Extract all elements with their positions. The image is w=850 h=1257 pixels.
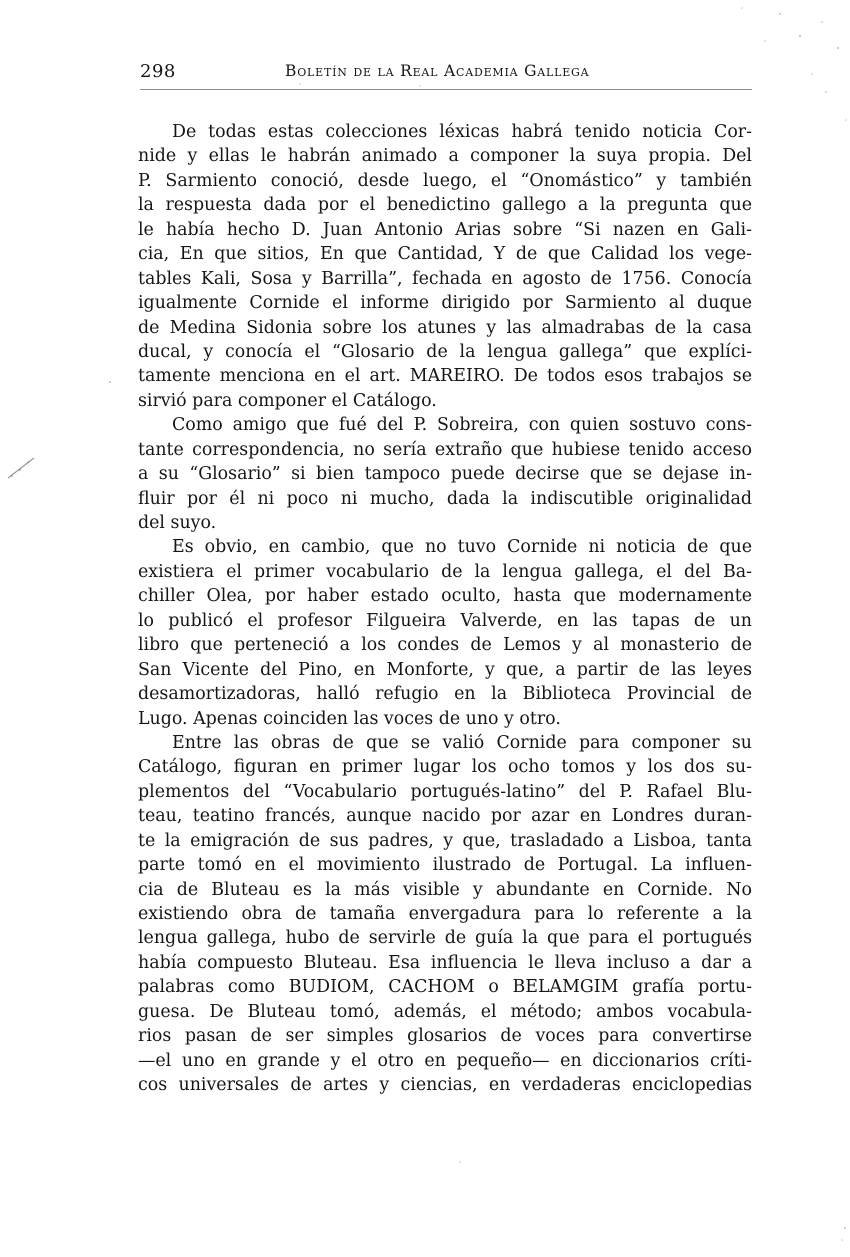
text-line: Como amigo que fué del P. Sobreira, con quien sostuvo cons- [172,415,752,436]
text-line: P. Sarmiento conoció, desde luego, el “Onomástico” y también [138,170,752,191]
text-line: Lugo. Apenas coinciden las voces de uno y otro. [138,708,561,729]
text-line: cia, En que sitios, En que Cantidad, Y de que Calidad los vege- [138,244,752,265]
text-line: De todas estas colecciones léxicas habrá tenido noticia Cor- [172,122,752,142]
text-line: de Medina Sidonia sobre los atunes y las almadrabas de la casa [138,317,752,338]
page-header [140,58,752,92]
header-rule [140,89,752,90]
text-line: palabras como BUDIOM, CACHOM o BELAMGIM grafía portu- [138,977,752,998]
text-line: Catálogo, figuran en primer lugar los ocho tomos y los dos su- [138,757,752,778]
running-title: Boletín de la Real Academia Gallega [285,62,590,80]
text-line: la respuesta dada por el benedictino gallego a la pregunta que [138,195,752,216]
text-line: del suyo. [138,513,217,533]
text-line: teau, teatino francés, aunque nacido por azar en Londres duran- [138,806,752,827]
text-line: ducal, y conocía el “Glosario de la lengua gallega” que explíci- [138,341,752,362]
text-line: lengua gallega, hubo de servirle de guía la que para el portugués [138,928,752,949]
text-line: cos universales de artes y ciencias, en verdaderas enciclopedias [138,1075,752,1096]
text-line: libro que perteneció a los condes de Lemos y al monasterio de [138,635,752,656]
text-line: existiendo obra de tamaña envergadura para lo referente a la [138,904,752,924]
text-line: San Vicente del Pino, en Monforte, y que, a partir de las leyes [138,659,752,680]
page-number: 298 [140,61,176,82]
text-line: nide y ellas le habrán animado a componer la suya propia. Del [138,146,752,167]
text-line: chiller Olea, por haber estado oculto, hasta que modernamente [138,586,752,607]
text-line: a su “Glosario” si bien tampoco puede decirse que se dejase in- [138,464,752,485]
text-line: tables Kali, Sosa y Barrilla”, fechada en agosto de 1756. Conocía [138,268,752,289]
text-line: le había hecho D. Juan Antonio Arias sobre “Si nazen en Gali- [138,219,752,240]
text-line: existiera el primer vocabulario de la lengua gallega, el del Ba- [138,561,752,582]
text-line: plementos del “Vocabulario portugués-latino” del P. Rafael Blu- [138,781,752,802]
text-line: —el uno en grande y el otro en pequeño— en diccionarios críti- [138,1050,752,1071]
text-line: sirvió para componer el Catálogo. [138,390,437,411]
text-line: Es obvio, en cambio, que no tuvo Cornide ni noticia de que [172,537,752,558]
text-line: te la emigración de sus padres, y que, trasladado a Lisboa, tanta [138,830,752,851]
text-line: lo publicó el profesor Filgueira Valverde, en las tapas de un [138,610,752,631]
body-text [138,120,752,1098]
text-line: desamortizadoras, halló refugio en la Biblioteca Provincial de [138,684,752,705]
text-line: parte tomó en el movimiento ilustrado de Portugal. La influen- [138,855,752,876]
text-line: fluir por él ni poco ni mucho, dada la indiscutible originalidad [138,488,752,509]
text-line: había compuesto Bluteau. Esa influencia le lleva incluso a dar a [138,952,752,973]
text-line: Entre las obras de que se valió Cornide para componer su [172,732,752,753]
text-line: rios pasan de ser simples glosarios de voces para convertirse [138,1026,752,1047]
text-line: guesa. De Bluteau tomó, además, el método; ambos vocabula- [138,1001,752,1022]
text-line: tante correspondencia, no sería extraño que hubiese tenido acceso [138,439,752,460]
text-line: igualmente Cornide el informe dirigido por Sarmiento al duque [138,293,752,314]
text-line: cia de Bluteau es la más visible y abundante en Cornide. No [138,879,752,900]
text-line: tamente menciona en el art. MAREIRO. De todos esos trabajos se [138,366,752,387]
